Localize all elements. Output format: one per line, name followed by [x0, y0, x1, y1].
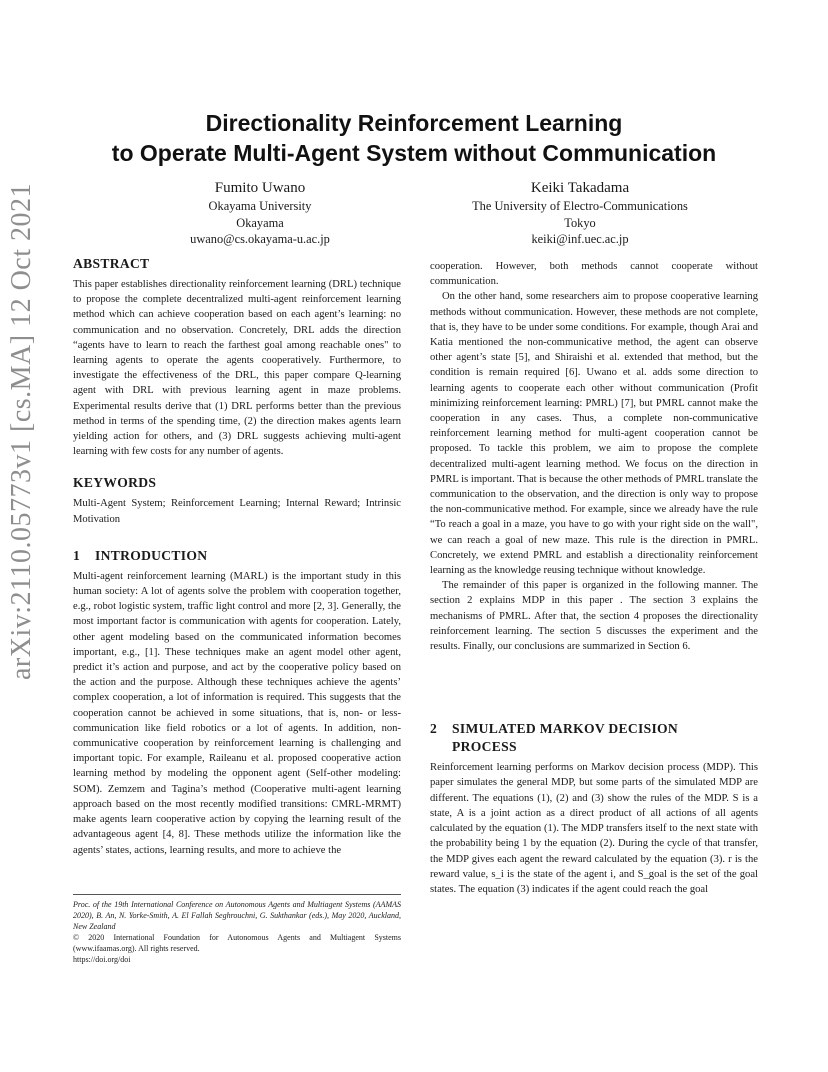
author-location: Okayama [236, 215, 284, 230]
author-name: Keiki Takadama [530, 180, 630, 196]
section-title: INTRODUCTION [95, 547, 208, 563]
arxiv-stamp: arXiv:2110.05773v1 [cs.MA] 12 Oct 2021 [6, 182, 37, 680]
intro-text: Multi-agent reinforcement learning (MARL) is the important study in this human society: A lot of agents solve the problem with cooperation together, e.g., robot logistic system, traffic light control and more [2, 3]. Generally, the most important factor is communication with agents for cooperation. Lately, other agent modeling based on the communicated information becomes important, e.g., [1]. These techniques make an agent model other agent, predict it’s action and purpose, and act by the cooperative policy based on the action and the purpose. Although these techniques achieve the agents’ complex cooperation, a lot of information is required. This suggests that the cooperation cannot be achieved in some situations, that is, non- or less-communication like field robotics or a lot of agents. In addition, non-communicative cooperation by reinforcement learning is challenging and important topic. For example, Raileanu et al. proposed cooperative action learning method by modeling the opponent agent (Self-other modeling: SOM). Zemzem and Tagina’s method (Cooperative multi-agent learning approach based on the most recently modified transitions: CMRL-MRMT) make agents learn cooperative action by copying the learning result of the advantageous agent [4, 8]. These methods utilize the information like the agents’ states, actions, learning results, and more to achieve the [73, 570, 401, 856]
abstract-text: This paper establishes directionality reinforcement learning (DRL) technique to propose the complete decentralized multi-agent reinforcement learning method which can achieve cooperation based on each agent’s learning: no communication and no observation. Concretely, DRL adds the direction “agents have to learn to reach the farthest goal among reachable ones" to learning agents to operate the agents cooperatively. Furthermore, to investigate the effectiveness of the DRL, this paper compare Q-learning agent with DRL with previous learning agent in maze problems. Experimental results derive that (1) DRL performs better than the previous method in terms of the spending time, (2) the direction makes agents learn yielding action for others, and (3) DRL suggests achieving multi-agent learning with few costs for any number of agents. [73, 279, 401, 458]
paragraph: The remainder of this paper is organized in the following manner. The section 2 explains MDP in this paper . The section 3 explains the mechanisms of PMRL. After that, the section 4 proposes the directionality reinforcement learning. The section 5 discusses the experiment and the results. Finally, our conclusions are summarized in Section 6. [430, 580, 758, 653]
section-number: 2 [430, 721, 438, 737]
footnote [73, 894, 401, 965]
doi-link[interactable]: https://doi.org/doi [73, 955, 131, 964]
author-affiliation: The University of Electro-Communications [472, 199, 688, 213]
author-location: Tokyo [564, 215, 596, 230]
right-column [430, 259, 758, 897]
keywords-text: Multi-Agent System; Reinforcement Learning; Internal Reward; Intrinsic Motivation [73, 498, 401, 525]
section-number: 1 [73, 547, 81, 563]
proceedings-note: Proc. of the 19th International Conference on Autonomous Agents and Multiagent Systems (AAMAS 2020), B. An, N. Yorke-Smith, A. El Fallah Seghrouchni, G. Sukthankar (eds.), May 2020, Auckland, New Zealand [73, 900, 401, 931]
section2-text: Reinforcement learning performs on Markov decision process (MDP). This paper simulates the general MDP, but some parts of the simulated MDP are different. The equations (1), (2) and (3) show the rules of the MDP. S is a state, A is a joint action as a direct product of all actions of all agents calculated by the equation (1). The MDP transfers itself to the next state with the probability being 1 by the equation (2). During the cycle of that transfer, the MDP gives each agent the reward calculated by the equation (3). r is the reward value, s_i is the state of the agent i, and S_goal is the set of the goal states. The equation (3) indicates if the agent could reach the goal [430, 762, 758, 895]
intro-heading [73, 547, 401, 565]
paragraph: cooperation. However, both methods cannot cooperate without communication. [430, 261, 758, 288]
abstract-heading: ABSTRACT [73, 256, 150, 271]
paragraph: On the other hand, some researchers aim to propose cooperative learning methods without communication. However, these methods are not complete, that is, they have to be under some conditions. For example, though Arai and Katia mentioned the non-communicative method, the agent can observe other agent’s state [5], and Shiraishi et al. extended that method, but the condition is remain required [6]. Uwano et al. adds some direction to learning agents to cooperate each other without communication (Profit minimizing reinforcement learning: PMRL) [7], but PMRL cannot make the cooperation in any cases. Thus, a complete non-communicative reinforcement learning method for multi-agent cooperation cannot be proposed. To tackle this problem, we aim to propose the complete decentralized multi-agent learning method. We focus on the direction in PMRL is important. That is because the other methods of PMRL translate the communication to the observation, and the direction is only way to propose the non-communicative method. For example, since we already have the rule “To reach a goal in a maze, you have to go with your right side on the wall", we can reach a goal of new maze. This rule is the direction in PMRL. Concretely, we extend PMRL and establish a directionality reinforcement learning as the knowledge reusing technique without knowledge. [430, 291, 758, 577]
author-email: uwano@cs.okayama-u.ac.jp [190, 232, 330, 246]
left-column [73, 255, 401, 858]
copyright-note: © 2020 International Foundation for Autonomous Agents and Multiagent Systems (www.ifaamas.org). All rights reserved. [73, 933, 401, 953]
author-email: keiki@inf.uec.ac.jp [531, 232, 629, 246]
keywords-heading: KEYWORDS [73, 475, 157, 491]
title-line-2: to Operate Multi-Agent System without Communication [111, 140, 717, 166]
section2-heading [430, 720, 758, 756]
author-block-1 [90, 178, 430, 248]
author-block-2 [410, 178, 750, 248]
title-line-1: Directionality Reinforcement Learning [205, 110, 623, 136]
author-name: Fumito Uwano [214, 180, 306, 196]
section-title-line-1: SIMULATED MARKOV DECISION [452, 721, 679, 737]
author-affiliation: Okayama University [208, 199, 312, 213]
paper-title [0, 108, 828, 168]
section-title-line-2: PROCESS [452, 739, 517, 755]
